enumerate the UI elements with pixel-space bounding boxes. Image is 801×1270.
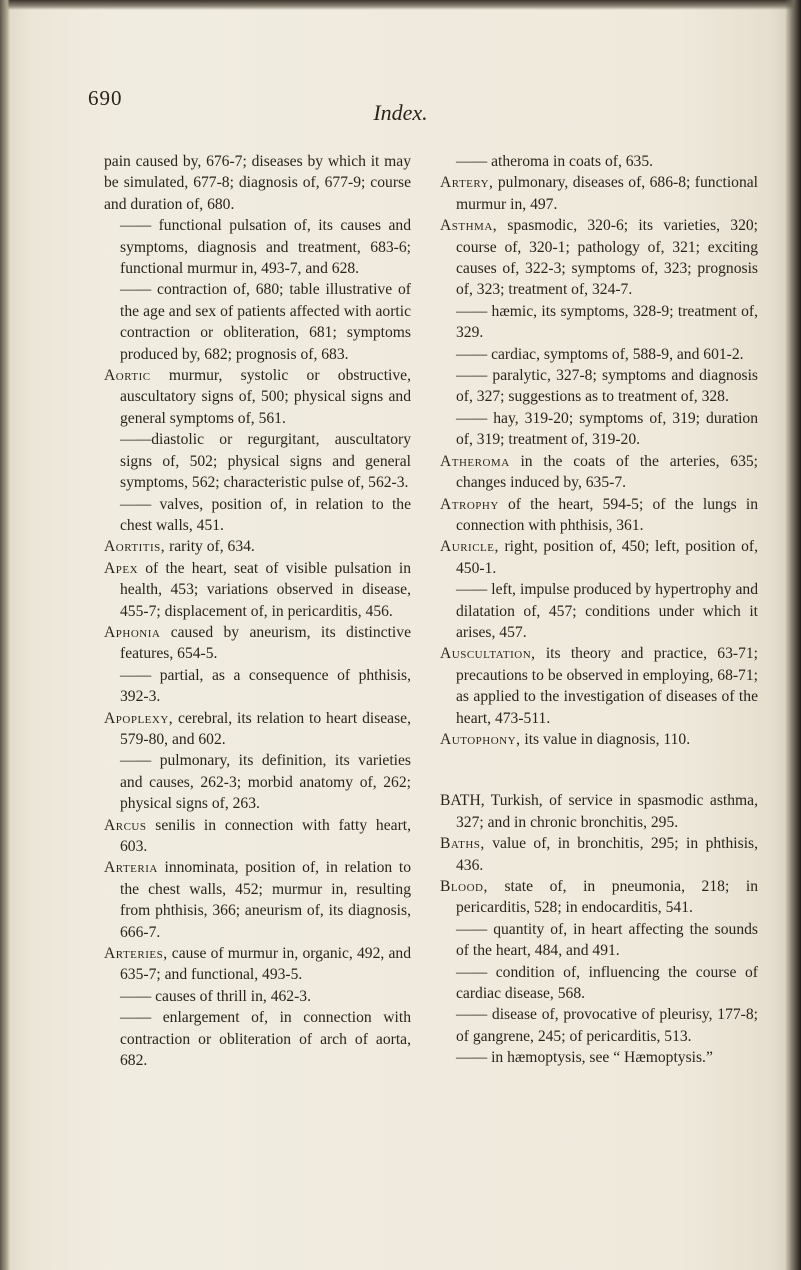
index-entry-text: murmur, systolic or obstructive, auscultatory signs of, 500; physical signs and general symptoms of, 561.	[120, 367, 411, 427]
index-headword: Aortitis,	[104, 538, 166, 556]
index-subentry: —— atheroma in coats of, 635.	[456, 153, 654, 170]
index-headword: Arcus	[104, 816, 147, 834]
index-entry	[440, 451, 758, 494]
index-entry	[104, 536, 411, 557]
index-subentry: —— contraction of, 680; table illustrative of the age and sex of patients affected with aortic contraction or obliteration, 681; symptoms produced by, 682; prognosis of, 683.	[120, 281, 411, 363]
index-subentry: —— in hæmoptysis, see “ Hæmoptysis.”	[456, 1049, 713, 1067]
index-headword: Baths,	[440, 835, 485, 853]
index-entry-text: cerebral, its relation to heart disease, 579-80, and 602.	[120, 709, 411, 748]
index-entry-text: innominata, position of, in relation to the chest walls, 452; murmur in, resulting from phthisis, 366; aneurism of, its diagnosis, 666-7.	[120, 859, 411, 941]
index-subentry: —— condition of, influencing the course of cardiac disease, 568.	[456, 963, 758, 1003]
index-subentry: ——diastolic or regurgitant, auscultatory signs of, 502; physical signs and general symptoms, 562; characteristic pulse of, 562-3.	[120, 431, 411, 492]
index-entry-text: of the heart, seat of visible pulsation in health, 453; variations observed in disease, 455-7; displacement of, in pericarditis, 456.	[120, 559, 411, 620]
index-headword: Blood,	[440, 878, 488, 895]
index-entry	[440, 729, 758, 750]
index-headword: Auscultation,	[440, 645, 536, 663]
index-subentry: —— causes of thrill in, 462-3.	[120, 987, 311, 1005]
page-top-shadow	[0, 0, 801, 10]
index-entry-text: of the heart, 594-5; of the lungs in connection with phthisis, 361.	[456, 495, 758, 534]
index-headword: Artery,	[440, 174, 494, 192]
index-subentry: —— cardiac, symptoms of, 588-9, and 601-2.	[456, 345, 744, 363]
index-column-right	[440, 151, 758, 1069]
index-entry	[440, 833, 758, 876]
page-gutter-shadow	[0, 0, 10, 1270]
index-headword: Atheroma	[440, 452, 510, 470]
index-headword: Aortic	[104, 367, 151, 385]
index-headword: Autophony,	[440, 730, 521, 748]
index-subentry: —— quantity of, in heart affecting the sounds of the heart, 484, and 491.	[456, 920, 758, 960]
index-subentry: —— functional pulsation of, its causes and symptoms, diagnosis and treatment, 683-6; functional murmur in, 493-7, and 628.	[120, 217, 411, 278]
index-subentry: —— disease of, provocative of pleurisy, 177-8; of gangrene, 245; of pericarditis, 513.	[456, 1006, 758, 1045]
index-subentry: —— hay, 319-20; symptoms of, 319; duration of, 319; treatment of, 319-20.	[456, 409, 758, 449]
index-entry	[104, 708, 411, 751]
index-entry	[104, 857, 411, 943]
index-headword: Atrophy	[440, 495, 499, 513]
page-right-edge-shadow	[785, 0, 801, 1270]
index-entry	[104, 622, 411, 665]
index-entry	[440, 790, 758, 833]
index-headword: Arteria	[104, 859, 158, 877]
index-column-left	[104, 151, 411, 1071]
index-entry-text: spasmodic, 320-6; its varieties, 320; course of, 320-1; pathology of, 321; exciting causes of, 322-3; symptoms of, 323; prognosis of, 323; treatment of, 324-7.	[456, 217, 758, 299]
letter-section-gap	[440, 750, 758, 790]
index-headword: BATH,	[440, 792, 485, 810]
index-entry-text: rarity of, 634.	[165, 538, 255, 556]
index-entry-text: cause of murmur in, organic, 492, and 635-7; and functional, 493-5.	[120, 945, 411, 984]
index-entry	[440, 215, 758, 301]
index-subentry: —— valves, position of, in relation to the chest walls, 451.	[120, 495, 411, 534]
index-entry-text: senilis in connection with fatty heart, 603.	[120, 816, 411, 855]
index-entry	[104, 558, 411, 622]
index-subentry: —— left, impulse produced by hypertrophy and dilatation of, 457; conditions under which it arises, 457.	[456, 581, 758, 641]
index-headword: Aphonia	[104, 623, 161, 641]
index-entry-text: its value in diagnosis, 110.	[520, 730, 691, 748]
index-entry-continuation: pain caused by, 676-7; diseases by which it may be simulated, 677-8; diagnosis of, 677-9; course and duration of, 680.	[104, 153, 411, 213]
index-entry-text: caused by aneurism, its distinctive features, 654-5.	[120, 623, 411, 663]
index-entry-text: in the coats of the arteries, 635; changes induced by, 635-7.	[456, 452, 758, 492]
index-entry-text: value of, in bronchitis, 295; in phthisis, 436.	[456, 835, 758, 874]
index-entry	[104, 815, 411, 858]
index-entry-text: Turkish, of service in spasmodic asthma, 327; and in chronic bronchitis, 295.	[456, 792, 758, 831]
index-entry-text: state of, in pneumonia, 218; in pericarditis, 528; in endocarditis, 541.	[456, 878, 758, 917]
page-number: 690	[88, 86, 123, 110]
running-head: Index.	[373, 100, 428, 125]
index-entry	[440, 494, 758, 537]
index-entry	[440, 876, 758, 919]
index-subentry: —— enlargement of, in connection with contraction or obliteration of arch of aorta, 682.	[120, 1009, 411, 1070]
index-entry	[104, 943, 411, 986]
index-headword: Auricle,	[440, 538, 499, 556]
index-subentry: —— hæmic, its symptoms, 328-9; treatment of, 329.	[456, 302, 758, 342]
index-entry-text: its theory and practice, 63-71; precautions to be observed in employing, 68-71; as applied to the investigation of diseases of the heart, 473-511.	[456, 645, 758, 727]
index-entry	[440, 172, 758, 215]
index-headword: Apoplexy,	[104, 709, 174, 727]
index-subentry: —— pulmonary, its definition, its varieties and causes, 262-3; morbid anatomy of, 262; physical signs of, 263.	[120, 752, 411, 813]
index-entry	[440, 643, 758, 729]
index-headword: Apex	[104, 559, 139, 577]
index-subentry: —— partial, as a consequence of phthisis, 392-3.	[120, 666, 411, 706]
index-subentry: —— paralytic, 327-8; symptoms and diagnosis of, 327; suggestions as to treatment of, 328.	[456, 367, 758, 406]
index-entry-text: right, position of, 450; left, position of, 450-1.	[456, 538, 758, 577]
index-entry-text: pulmonary, diseases of, 686-8; functional murmur in, 497.	[456, 174, 758, 213]
index-headword: Arteries,	[104, 945, 168, 963]
index-entry	[440, 536, 758, 579]
index-headword: Asthma,	[440, 217, 498, 235]
index-entry	[104, 365, 411, 429]
